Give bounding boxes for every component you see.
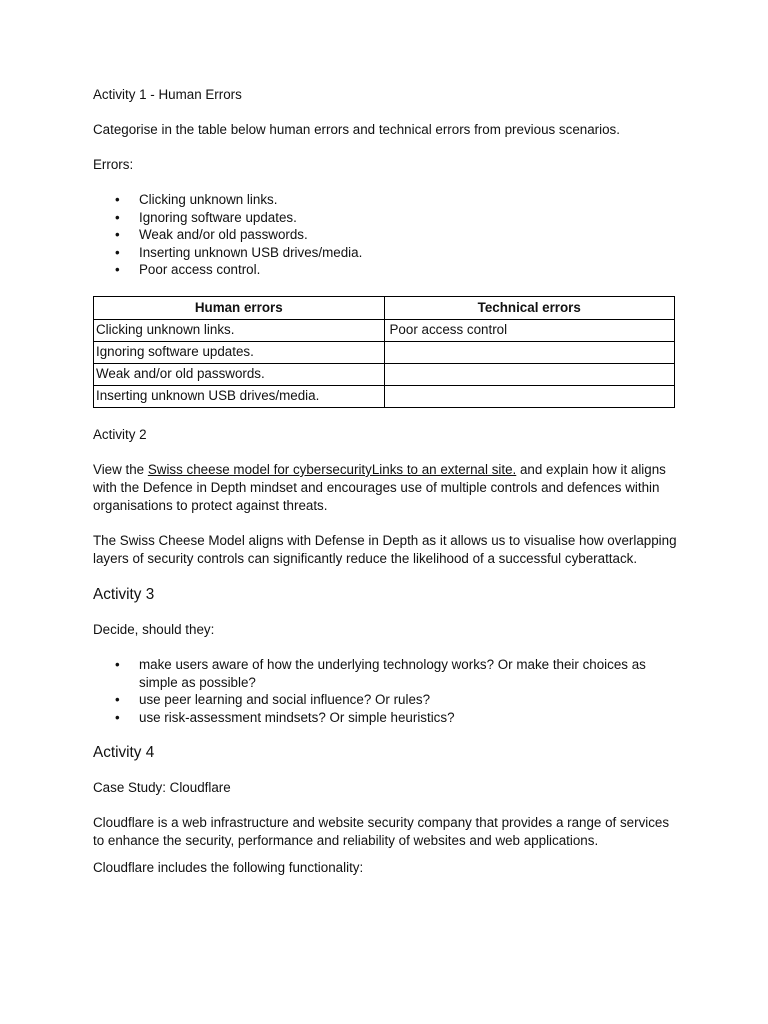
activity2-prompt: [93, 461, 678, 515]
table-row: [94, 341, 675, 363]
table-cell[interactable]: Ignoring software updates.: [94, 341, 385, 363]
activity3-options-list: [93, 656, 678, 726]
activity2-prompt-before: View the: [93, 461, 148, 477]
table-cell[interactable]: Inserting unknown USB drives/media.: [94, 385, 385, 407]
activity2-prompt-after: and explain how it aligns with the Defence in Depth mindset and encourages use of multiple controls and defences within organisations to protect against threats.: [93, 461, 666, 513]
list-item: • use risk-assessment mindsets? Or simple heuristics?: [139, 709, 678, 727]
list-item: • Clicking unknown links.: [139, 191, 678, 209]
table-header-row: [94, 296, 675, 319]
table-row: [94, 363, 675, 385]
column-header-human-errors: Human errors: [94, 296, 385, 319]
table-cell[interactable]: [384, 363, 675, 385]
case-study-label: Case Study: Cloudflare: [93, 780, 231, 796]
table-cell[interactable]: Weak and/or old passwords.: [94, 363, 385, 385]
table-cell[interactable]: Clicking unknown links.: [94, 319, 385, 341]
list-item: • Poor access control.: [139, 261, 678, 279]
errors-table: [93, 296, 675, 408]
activity2-answer: The Swiss Cheese Model aligns with Defense in Depth as it allows us to visualise how overlapping layers of security controls can significantly reduce the likelihood of a successful cyberattack.: [93, 532, 677, 566]
list-item: • Weak and/or old passwords.: [139, 226, 678, 244]
activity4-title: Activity 4: [93, 744, 155, 762]
table-cell[interactable]: Poor access control: [384, 319, 675, 341]
errors-label: Errors:: [93, 157, 134, 172]
activity2-title: Activity 2: [93, 426, 147, 442]
document-page: [93, 86, 678, 877]
cloudflare-description: Cloudflare is a web infrastructure and website security company that provides a range of services to enhance the security, performance and reliability of websites and web applications.: [93, 815, 670, 849]
cloudflare-functionality-intro: Cloudflare includes the following functionality:: [93, 860, 364, 876]
swiss-cheese-model-link[interactable]: Swiss cheese model for cybersecurityLinks to an external site.: [147, 461, 517, 477]
list-item: • make users aware of how the underlying technology works? Or make their choices as simple as possible?: [139, 656, 678, 691]
list-item: • Inserting unknown USB drives/media.: [139, 244, 678, 262]
list-item: • use peer learning and social influence? Or rules?: [139, 691, 678, 709]
activity1-instruction: Categorise in the table below human errors and technical errors from previous scenarios.: [93, 122, 620, 137]
list-item: • Ignoring software updates.: [139, 209, 678, 227]
table-row: [94, 319, 675, 341]
activity1-title: Activity 1 - Human Errors: [93, 87, 242, 102]
table-row: [94, 385, 675, 407]
table-cell[interactable]: [384, 341, 675, 363]
errors-list: [93, 191, 678, 279]
activity3-title: Activity 3: [93, 585, 155, 603]
column-header-technical-errors: Technical errors: [384, 296, 675, 319]
table-cell[interactable]: [384, 385, 675, 407]
activity3-prompt: Decide, should they:: [93, 621, 215, 637]
